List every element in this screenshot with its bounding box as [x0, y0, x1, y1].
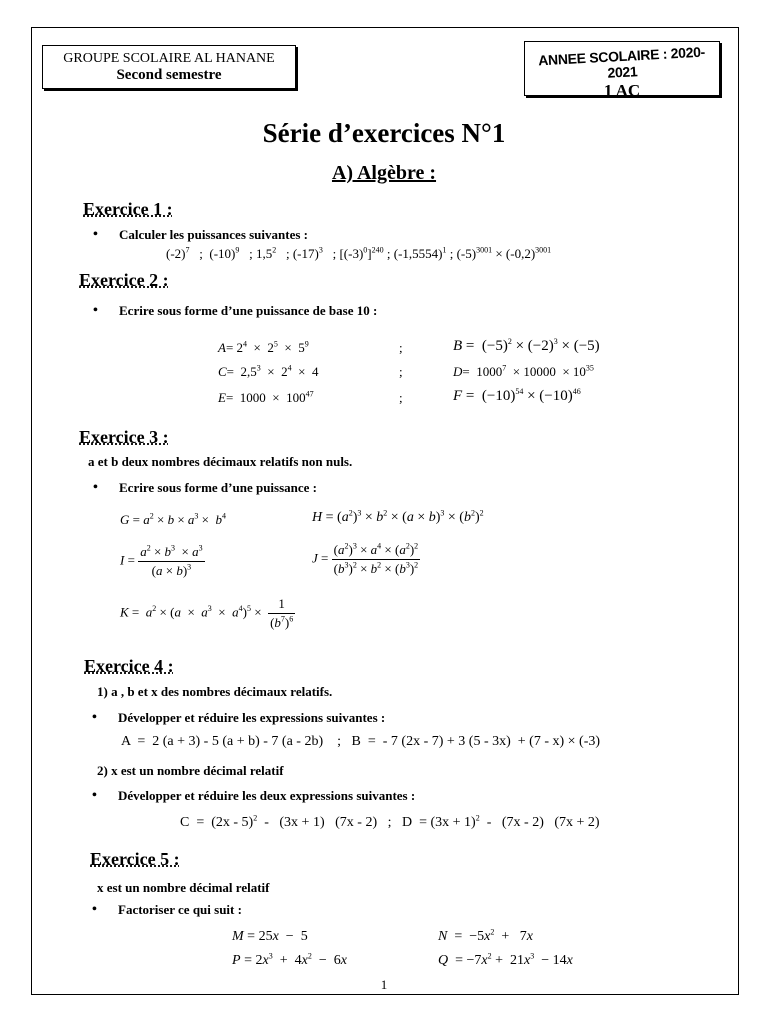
expr-N: $N = -5x^2 + 7x$ — [438, 927, 533, 944]
expr-A: $A= 2^4 \times 2^5 \times 5^9$ — [218, 339, 309, 355]
school-year: ANNEE SCOLAIRE : 2020-2021 — [537, 43, 706, 81]
expr-B: $B = (-5)^2 \times (-2)^3 \times (-5)$ — [453, 337, 600, 354]
exercise-1-expressions: $(-2)^7$ ; $(-10)^9$ ; $1,5^2$ ; $(-17)^3$ ; $[(-3)^0]^{240}$ ; $(-1,5554)^1$ ; $(-5)^{3001} \times (-0,2)^{3001}$ — [166, 245, 552, 261]
expr-P: $P = 2x^3 + 4x^2 - 6x$ — [232, 951, 347, 968]
exercise-3-title: Exercice 3 : — [79, 427, 169, 447]
exercise-4-title: Exercice 4 : — [84, 656, 174, 676]
separator: ; — [399, 340, 403, 355]
exercise-2-instruction: • Ecrire sous forme d’une puissance de base 10 : — [119, 303, 377, 319]
expr-M: M = 25x − 5 — [232, 929, 308, 944]
exercise-5-intro: x est un nombre décimal relatif — [97, 880, 270, 895]
expr-J: J = $\frac{(a^2)^3 \times a^4 \times (a^2)^2}{(b^3)^2 \times b^2 \times (b^3)^2}$ — [312, 541, 419, 576]
expr-G: $G = a^2 \times b \times a^3 \times b^4$ — [120, 511, 227, 527]
exercise-4-instruction1: • Développer et réduire les expressions suivantes : — [118, 710, 385, 726]
expr-K: $K = a^2 \times (a \times a^3 \times a^4)^5$ × $\frac{1}{(b^7)^6}$ — [120, 596, 294, 630]
exercise-5-title: Exercice 5 : — [90, 849, 180, 869]
exercise-5-instruction: • Factoriser ce qui suit : — [118, 902, 242, 918]
school-name: GROUPE SCOLAIRE AL HANANE — [63, 51, 275, 66]
exercise-1-title: Exercice 1 : — [83, 199, 173, 219]
page-number: 1 — [380, 977, 388, 992]
expr-H: $H = (a^2)^3 \times b^2 \times (a \times b)^3 \times (b^2)^2$ — [312, 508, 484, 525]
expr-C-D-develop: C = (2x - 5)$^2$ - (3x + 1) (7x - 2) ; $D = (3x + 1)^2 - (7x - 2)$ (7x + 2) — [180, 813, 600, 830]
separator: ; — [399, 364, 403, 379]
expr-D: $D= 1000^7 \times 10000 \times 10^{35}$ — [453, 363, 594, 379]
exercise-3-instruction: • Ecrire sous forme d’une puissance : — [119, 480, 317, 496]
expr-Q: $Q = -7x^2 + 21x^3 - 14x$ — [438, 951, 573, 968]
expr-E: $E= 1000 \times 100^{47}$ — [218, 389, 314, 405]
page-title: Série d’exercices N°1 — [262, 118, 506, 148]
section-title-text: A) Algèbre : — [331, 162, 437, 184]
exercise-2-title: Exercice 2 : — [79, 270, 169, 290]
exercise-1-instruction: • Calculer les puissances suivantes : — [119, 227, 308, 243]
expr-I: I = $\frac{a^2 \times b^3 \times a^3}{(a \times b)^3}$ — [120, 543, 203, 578]
expr-A-B-develop: A = 2 (a + 3) - 5 (a + b) - 7 (a - 2b) ; B = - 7 (2x - 7) + 3 (5 - 3x) + (7 - x) × (-3) — [121, 734, 601, 749]
exercise-3-intro: a et b deux nombres décimaux relatifs non nuls. — [88, 454, 353, 469]
semester-label: Second semestre — [116, 67, 222, 83]
exercise-4-part2: 2) x est un nombre décimal relatif — [97, 763, 284, 778]
section-title — [0, 162, 768, 185]
separator: ; — [399, 390, 403, 405]
expr-C: $C= 2,5^3 \times 2^4 \times 4$ — [218, 363, 319, 379]
exercise-4-part1: 1) a , b et x des nombres décimaux relatifs. — [97, 684, 333, 699]
expr-F: $F = (-10)^{54} \times (-10)^{46}$ — [453, 387, 581, 404]
class-label: 1 AC — [603, 81, 641, 100]
school-box — [42, 45, 296, 89]
year-box — [524, 41, 720, 100]
exercise-4-instruction2: • Développer et réduire les deux expressions suivantes : — [118, 788, 415, 804]
